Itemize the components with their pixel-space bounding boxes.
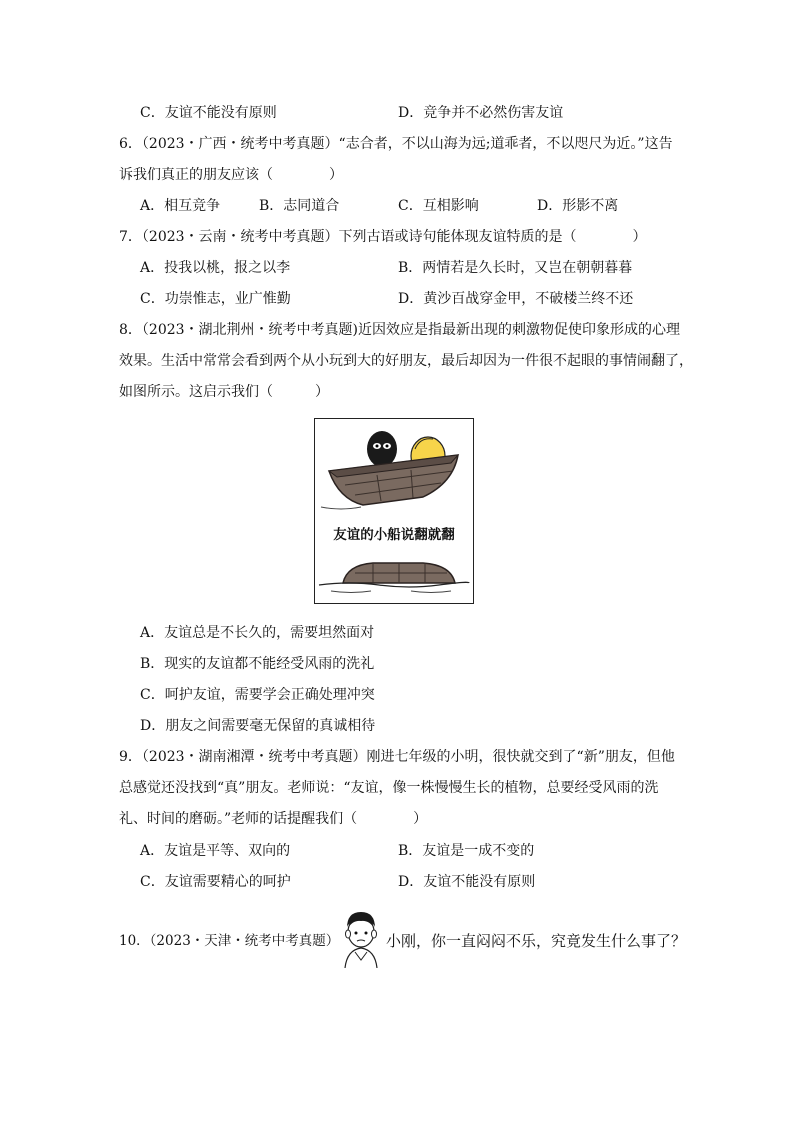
q7-stem: 7．（2023・云南・统考中考真题）下列古语或诗句能体现友谊特质的是（ ） <box>119 229 647 245</box>
q8-stem-line1: 8．（2023・湖北荆州・统考中考真题)近因效应是指最新出现的刺激物促使印象形成的心理 <box>119 322 680 338</box>
q5-option-c: C．友谊不能没有原则 <box>140 105 277 121</box>
figure-caption: 友谊的小船说翻就翻 <box>333 527 455 543</box>
q8-option-d: D．朋友之间需要毫无保留的真诚相待 <box>140 718 376 734</box>
q6-option-a: A．相互竞争 <box>140 198 221 214</box>
q6-option-c: C．互相影响 <box>398 198 479 214</box>
boat-with-characters-illustration <box>315 419 472 519</box>
q9-option-c: C．友谊需要精心的呵护 <box>140 874 291 890</box>
q6-stem-line1: 6．（2023・广西・统考中考真题）“志合者，不以山海为远;道乖者，不以咫尺为近。”这告 <box>119 136 673 152</box>
q7-option-b: B．两情若是久长时，又岂在朝朝暮暮 <box>398 260 633 276</box>
q9-option-d: D．友谊不能没有原则 <box>398 874 536 890</box>
q8-stem-line2: 效果。生活中常常会看到两个从小玩到大的好朋友，最后却因为一件很不起眼的事情闹翻了， <box>119 353 693 369</box>
q9-stem-line2: 总感觉还没找到“真”朋友。老师说：“友谊，像一株慢慢生长的植物，总要经受风雨的洗 <box>119 780 659 796</box>
q5-option-d: D．竞争并不必然伤害友谊 <box>398 105 564 121</box>
q8-option-a: A．友谊总是不长久的，需要坦然面对 <box>140 625 375 641</box>
q6-option-d: D．形影不离 <box>537 198 619 214</box>
boy-cartoon-icon <box>339 908 383 968</box>
q8-stem-line3: 如图所示。这启示我们（ ） <box>119 384 329 400</box>
q8-option-c: C．呵护友谊，需要学会正确处理冲突 <box>140 687 375 703</box>
q8-cartoon-figure <box>314 418 474 604</box>
q7-option-d: D．黄沙百战穿金甲，不破楼兰终不还 <box>398 291 634 307</box>
q9-stem-line3: 礼、时间的磨砺。”老师的话提醒我们（ ） <box>119 811 428 827</box>
q10-stem-prefix: 10．（2023・天津・统考中考真题） <box>119 933 340 949</box>
q6-stem-line2: 诉我们真正的朋友应该（ ） <box>119 167 343 183</box>
q8-option-b: B．现实的友谊都不能经受风雨的洗礼 <box>140 656 375 672</box>
q9-stem-line1: 9．（2023・湖南湘潭・统考中考真题）刚进七年级的小明，很快就交到了“新”朋友，但他 <box>119 749 675 765</box>
q7-option-c: C．功崇惟志，业广惟勤 <box>140 291 291 307</box>
q10-speech-bubble-text: 小刚，你一直闷闷不乐，究竟发生什么事了？ <box>386 932 687 950</box>
q7-option-a: A．投我以桃，报之以李 <box>140 260 291 276</box>
q9-option-a: A．友谊是平等、双向的 <box>140 843 291 859</box>
q9-option-b: B．友谊是一成不变的 <box>398 843 535 859</box>
capsized-boat-illustration <box>315 545 472 605</box>
q6-option-b: B．志同道合 <box>259 198 340 214</box>
